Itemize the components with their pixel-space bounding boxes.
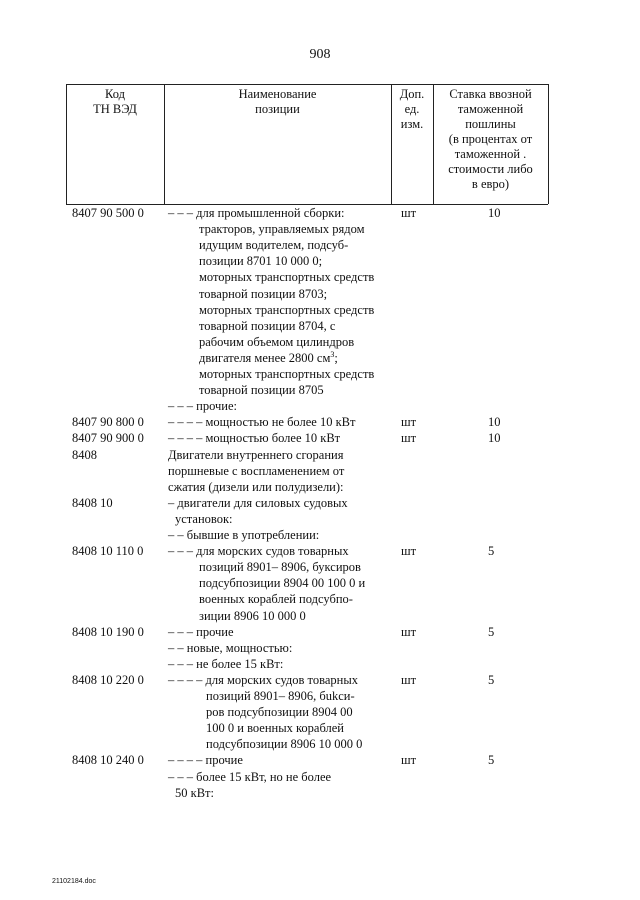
description-cell: – – бывшие в употреблении:	[168, 528, 320, 542]
header-unit	[391, 87, 433, 132]
unit-cell: шт	[401, 753, 417, 768]
code-cell: 8408 10 110 0	[72, 544, 144, 559]
rate-cell: 5	[488, 544, 495, 559]
description-cell: Двигатели внутреннего сгорания	[168, 447, 344, 462]
description-cell: 50 кВт:	[175, 785, 214, 800]
header-line: ТН ВЭД	[93, 102, 137, 116]
table-row	[0, 382, 640, 398]
code-cell: 8407 90 500 0	[72, 206, 144, 220]
header-name	[164, 87, 391, 117]
table-row	[0, 591, 640, 607]
description-cell: – – – – для морских судов товарных	[168, 672, 358, 687]
description-cell: – двигатели для силовых судовых	[168, 495, 348, 510]
table-row	[0, 495, 640, 511]
description-cell: позиций 8901– 8906, буксиров	[199, 560, 361, 575]
table-row	[0, 543, 640, 559]
unit-cell: шт	[401, 672, 417, 687]
description-cell: моторных транспортных средств	[199, 302, 375, 317]
header-line: позиции	[255, 102, 300, 116]
header-code	[66, 87, 164, 117]
description-cell: – – – – мощностью не более 10 кВт	[168, 415, 356, 430]
column-divider	[548, 84, 549, 204]
header-line: таможенной	[457, 102, 524, 116]
table-row	[0, 398, 640, 414]
code-cell: 8408 10 190 0	[72, 624, 144, 639]
description-cell: позиции 8701 10 000 0;	[199, 254, 323, 269]
header-line: изм.	[400, 117, 424, 131]
description-cell: – – – – мощностью более 10 кВт	[168, 431, 341, 446]
superscript: 3	[330, 349, 335, 359]
code-cell: 8408 10	[72, 495, 113, 510]
unit-cell: шт	[401, 415, 417, 430]
table-row	[0, 286, 640, 302]
table-row	[0, 447, 640, 463]
description-cell: – – – прочие:	[168, 399, 237, 414]
code-cell: 8407 90 800 0	[72, 415, 144, 430]
code-cell: 8408 10 220 0	[72, 672, 144, 687]
description-cell: идущим водителем, подсуб-	[199, 238, 349, 253]
header-line: Наименование	[238, 87, 317, 101]
description-cell: товарной позиции 8703;	[199, 286, 328, 301]
description-cell: двигателя менее 2800 $см^3$;	[199, 349, 338, 365]
rate-cell: 5	[488, 624, 495, 639]
code-cell: 8408	[72, 447, 97, 462]
description-cell: подсубпозиции 8904 00 100 0 и	[199, 576, 366, 591]
table-row	[0, 430, 640, 446]
table-row	[0, 366, 640, 382]
description-cell: установок:	[175, 511, 233, 526]
description-cell: – – – прочие	[168, 624, 234, 639]
table-row	[0, 253, 640, 269]
table-row	[0, 350, 640, 366]
table-row	[0, 752, 640, 768]
file-name: 21102184.doc	[52, 878, 96, 885]
table-row	[0, 269, 640, 285]
description-cell: – – – более 15 кВт, но не более	[168, 769, 332, 784]
table-row	[0, 463, 640, 479]
rate-cell: 10	[488, 206, 501, 220]
description-cell: тракторов, управляемых рядом	[199, 222, 365, 237]
table-row	[0, 237, 640, 253]
table-row	[0, 221, 640, 237]
description-cell: подсубпозиции 8906 10 000 0	[206, 737, 363, 752]
header-line: Доп.	[399, 87, 425, 101]
unit-cell: шт	[401, 431, 417, 446]
description-cell: – – новые, мощностью:	[168, 640, 293, 655]
description-cell: товарной позиции 8704, с	[199, 318, 336, 333]
description-cell: – – – – прочие	[168, 753, 243, 768]
code-cell: 8408 10 240 0	[72, 753, 144, 768]
rate-cell: 10	[488, 415, 501, 430]
table-row	[0, 479, 640, 495]
header-line: таможенной .	[454, 147, 527, 161]
table-row	[0, 640, 640, 656]
rate-cell: 5	[488, 753, 495, 768]
table-row	[0, 302, 640, 318]
description-cell: зиции 8906 10 000 0	[199, 608, 306, 623]
header-line: стоимости либо	[448, 162, 533, 176]
table-row	[0, 736, 640, 752]
table-row	[0, 672, 640, 688]
description-cell: 100 0 и военных кораблей	[206, 721, 344, 736]
header-line: (в процентах от	[448, 132, 533, 146]
description-cell: – – – не более 15 кВт:	[168, 656, 284, 671]
description-cell: товарной позиции 8705	[199, 383, 324, 398]
table-row	[0, 511, 640, 527]
table-row	[0, 656, 640, 672]
table-row	[0, 318, 640, 334]
table-row	[0, 414, 640, 430]
table-row	[0, 559, 640, 575]
table-row	[0, 527, 640, 543]
description-cell: рабочим объемом цилиндров	[199, 334, 355, 349]
description-cell: ров подсубпозиции 8904 00	[206, 705, 353, 720]
description-cell: – – – для промышленной сборки:	[168, 206, 345, 220]
table-row	[0, 720, 640, 736]
header-line: Ставка ввозной	[449, 87, 532, 101]
table-row	[0, 704, 640, 720]
table-row	[0, 769, 640, 785]
table-row	[0, 334, 640, 350]
unit-cell: шт	[401, 624, 417, 639]
description-cell: позиций 8901– 8906, бukси-	[206, 689, 355, 703]
rate-cell: 5	[488, 672, 495, 687]
header-line: ед.	[404, 102, 420, 116]
description-cell: военных кораблей подсубпо-	[199, 592, 353, 607]
header-line: в евро)	[471, 177, 510, 191]
header-rate	[433, 87, 548, 192]
table-row	[0, 205, 640, 221]
header-line: пошлины	[465, 117, 516, 131]
rate-cell: 10	[488, 431, 501, 446]
table-row	[0, 608, 640, 624]
table-row	[0, 785, 640, 801]
description-cell: сжатия (дизели или полудизели):	[168, 479, 344, 494]
unit-cell: шт	[401, 206, 417, 220]
unit-cell: шт	[401, 544, 417, 559]
description-cell: моторных транспортных средств	[199, 367, 375, 381]
code-cell: 8407 90 900 0	[72, 431, 144, 446]
header-line: Код	[105, 87, 125, 101]
table-row	[0, 575, 640, 591]
table-row	[0, 624, 640, 640]
page-number: 908	[309, 47, 331, 62]
description-cell: – – – для морских судов товарных	[168, 544, 349, 559]
description-cell: моторных транспортных средств	[199, 270, 375, 285]
table-row	[0, 688, 640, 704]
description-cell: поршневые с воспламенением от	[168, 463, 345, 478]
